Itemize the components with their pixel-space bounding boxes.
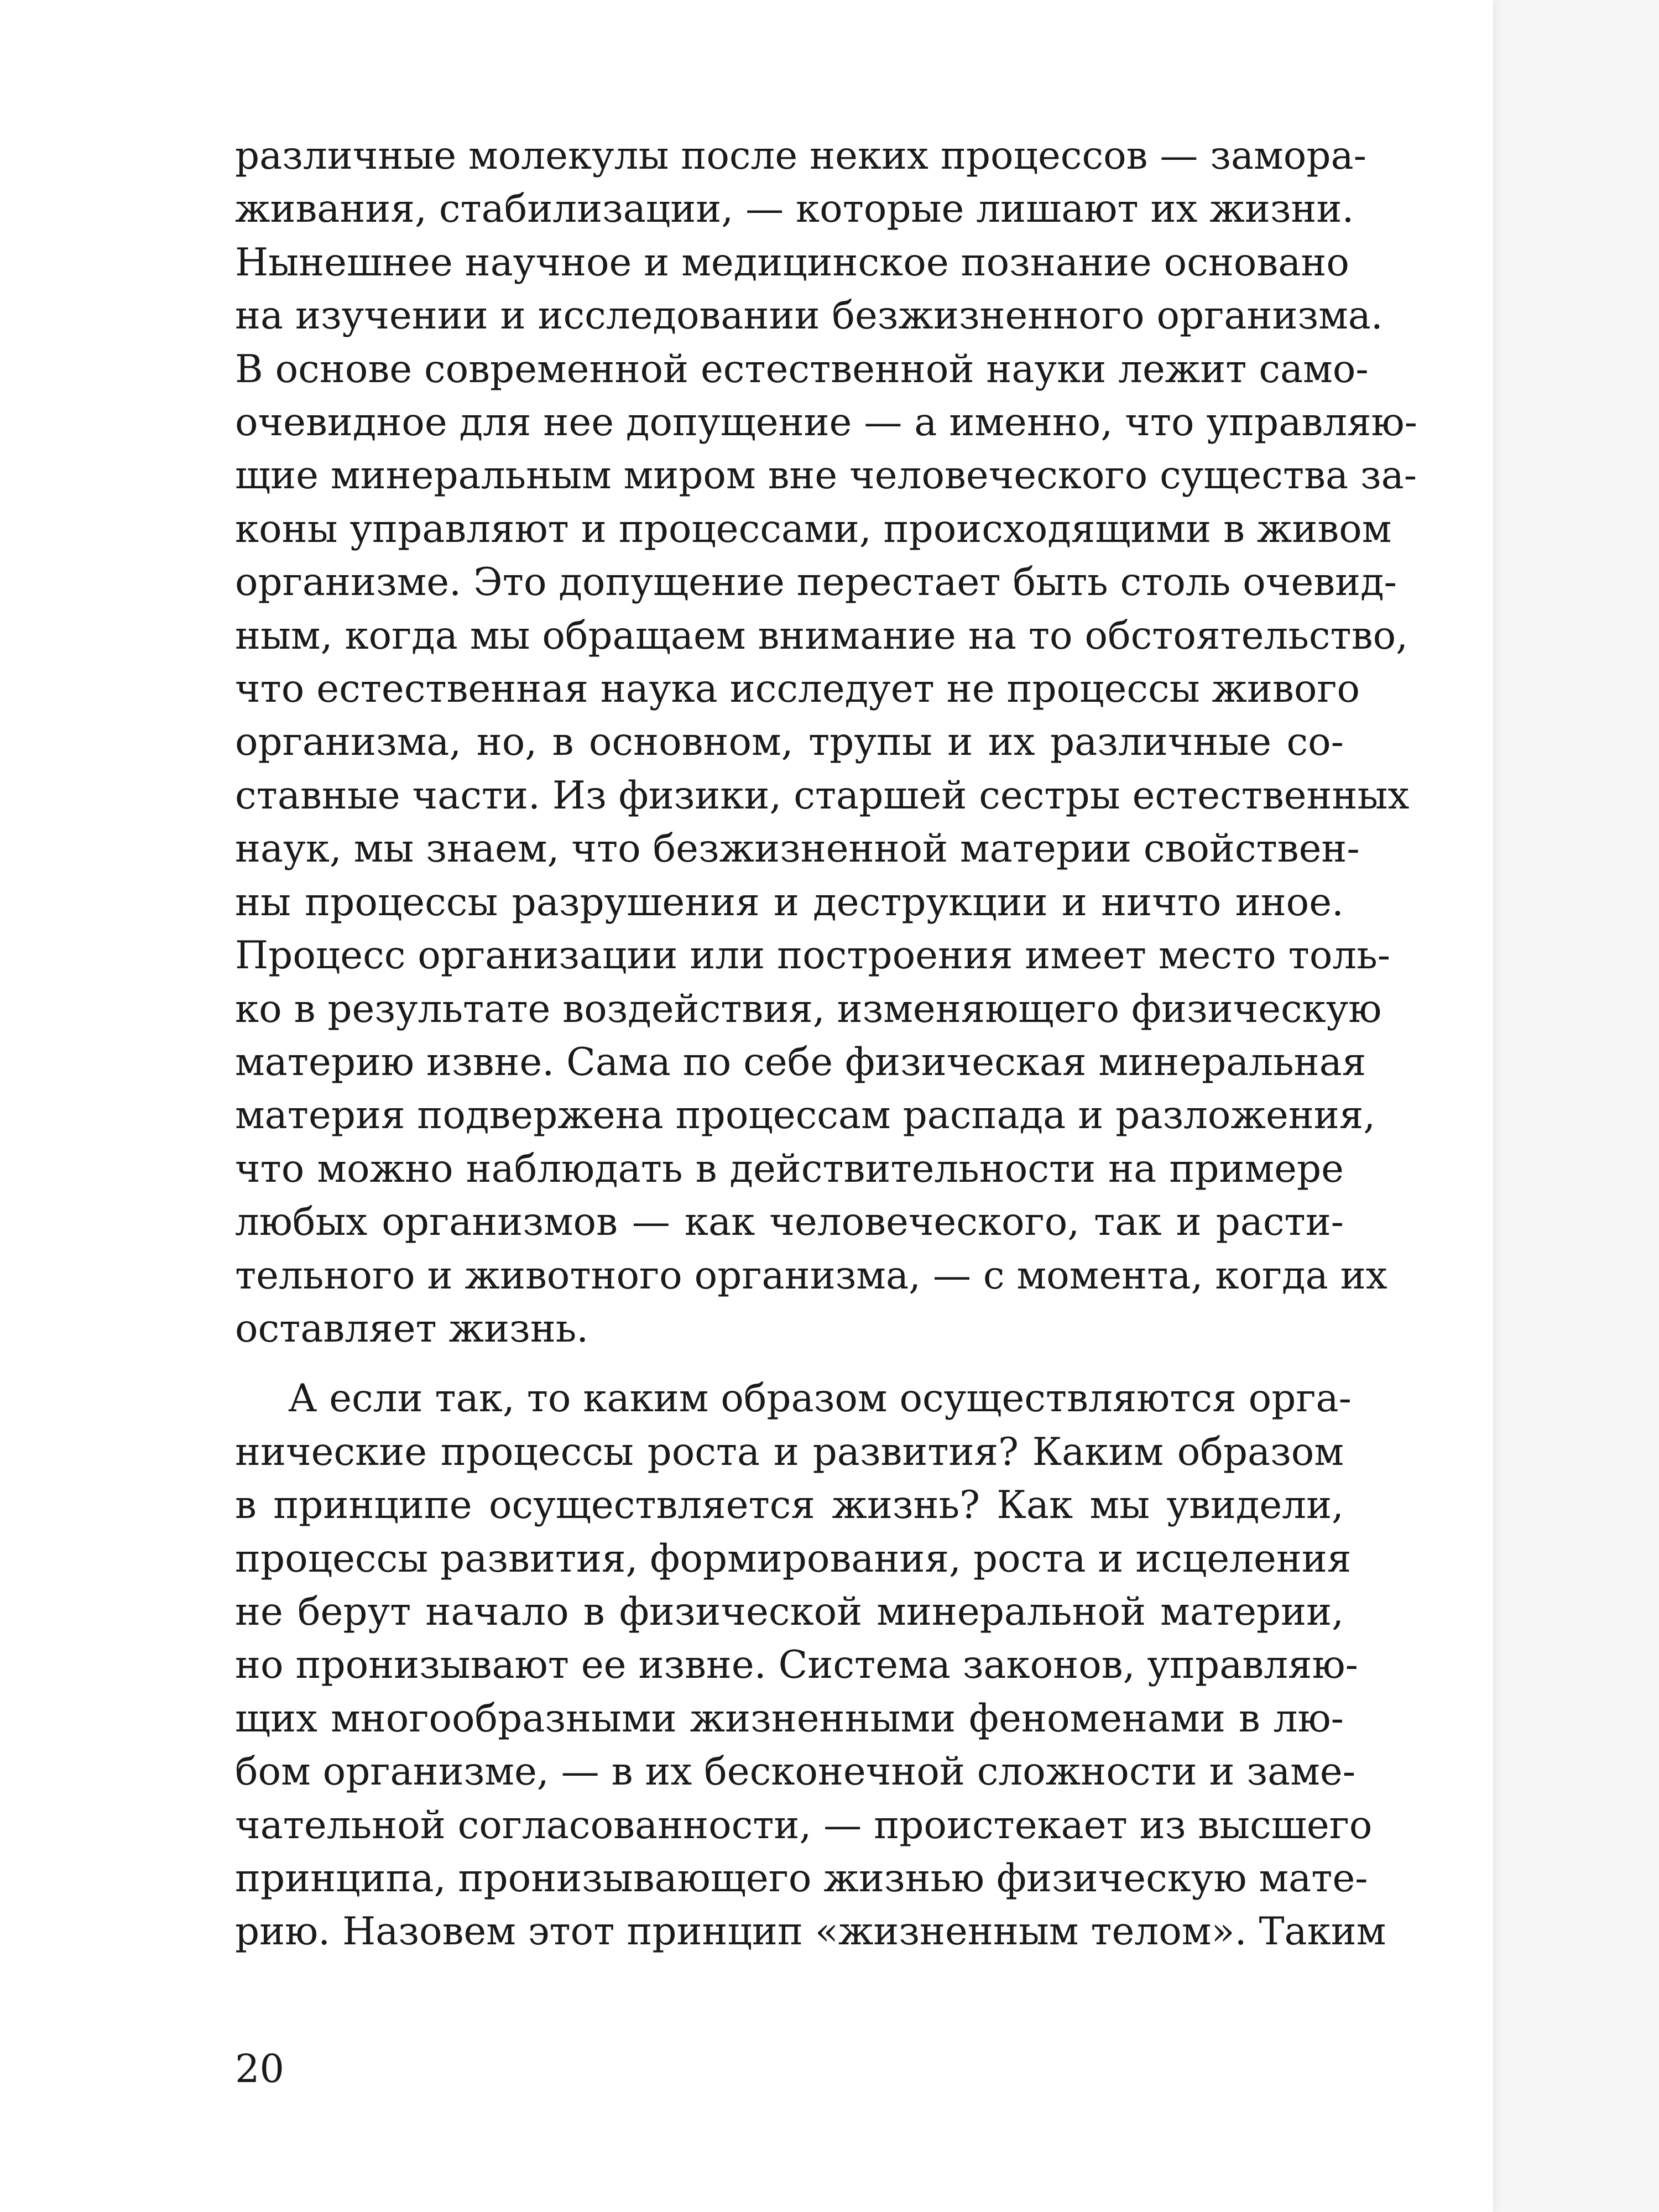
text-line: материя подвержена процессам распада и разложения, (235, 1093, 1376, 1138)
text-line: организме. Это допущение перестает быть столь очевид- (235, 560, 1397, 605)
page-number: 20 (235, 2046, 285, 2091)
text-line: ко в результате воздействия, изменяющего физическую (235, 987, 1382, 1031)
text-line: наук, мы знаем, что безжизненной материи свойствен- (235, 827, 1360, 872)
body-text (235, 129, 1417, 1959)
paragraph (235, 1372, 1386, 1958)
text-line: что можно наблюдать в действительности на примере (235, 1146, 1344, 1191)
text-line: процессы развития, формирования, роста и исцеления (235, 1536, 1352, 1581)
text-line: ным, когда мы обращаем внимание на то обстоятельство, (235, 613, 1408, 658)
text-line: в принципе осуществляется жизнь? Как мы увидели, (235, 1483, 1344, 1528)
text-line: материю извне. Сама по себе физическая минеральная (235, 1040, 1366, 1084)
text-line: на изучении и исследовании безжизненного организма. (235, 294, 1383, 338)
text-line: оставляет жизнь. (235, 1306, 589, 1351)
text-line: щие минеральным миром вне человеческого существа за- (235, 453, 1417, 498)
paragraph-gap (235, 1355, 1344, 1372)
text-line: В основе современной естественной науки лежит само- (235, 347, 1369, 392)
text-line: коны управляют и процессами, происходящими в живом (235, 507, 1392, 551)
text-line: различные молекулы после неких процессов — замора- (235, 134, 1366, 178)
text-line: что естественная наука исследует не процессы живого (235, 667, 1360, 712)
text-line: бом организме, — в их бесконечной сложности и заме- (235, 1750, 1356, 1794)
text-line: но пронизывают ее извне. Система законов, управляю- (235, 1643, 1358, 1688)
text-line: организма, но, в основном, трупы и их различные со- (235, 720, 1344, 765)
text-line: ставные части. Из физики, старшей сестры естественных (235, 773, 1410, 818)
text-line: Нынешнее научное и медицинское познание основано (235, 240, 1349, 285)
paragraph (235, 129, 1417, 1355)
text-line: нические процессы роста и развития? Каким образом (235, 1430, 1344, 1474)
text-line: живания, стабилизации, — которые лишают их жизни. (235, 187, 1354, 232)
text-line: рию. Назовем этот принцип «жизненным телом». Таким (235, 1910, 1386, 1954)
text-line: чательной согласованности, — проистекает из высшего (235, 1803, 1373, 1848)
text-line: ны процессы разрушения и деструкции и ничто иное. (235, 880, 1344, 925)
text-line: любых организмов — как человеческого, так и расти- (235, 1200, 1344, 1245)
text-line: принципа, пронизывающего жизнью физическую мате- (235, 1856, 1368, 1901)
text-line: щих многообразными жизненными феноменами в лю- (235, 1696, 1344, 1741)
text-line: А если так, то каким образом осуществляются орга- (288, 1376, 1352, 1421)
text-line: не берут начало в физической минеральной материи, (235, 1589, 1344, 1634)
text-line: Процесс организации или построения имеет место толь- (235, 933, 1391, 978)
text-line: тельного и животного организма, — с момента, когда их (235, 1253, 1387, 1298)
text-line: очевидное для нее допущение — а именно, что управляю- (235, 400, 1417, 445)
